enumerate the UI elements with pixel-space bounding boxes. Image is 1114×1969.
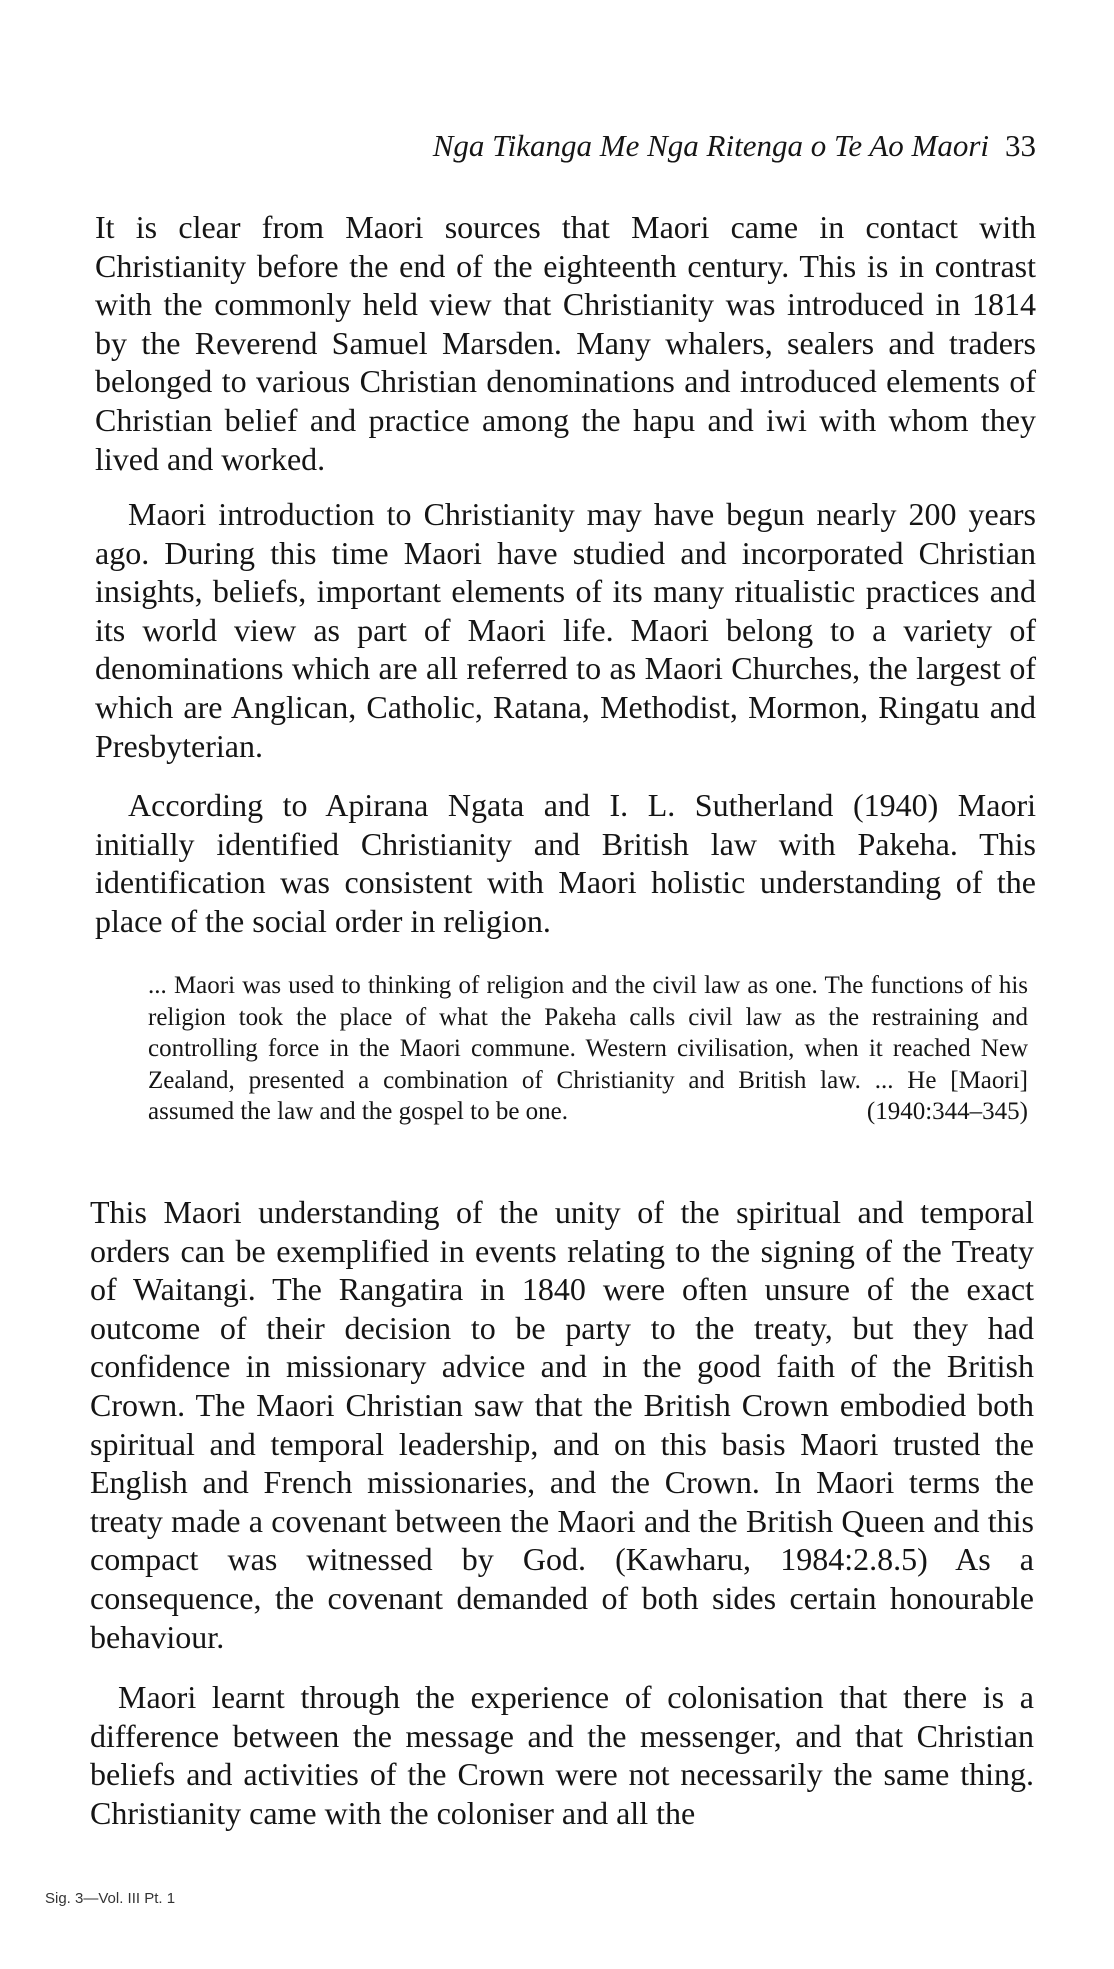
paragraph-4: This Maori understanding of the unity of the spiritual and temporal orders can be exemplified in events relating to the signing of the Treaty of Waitangi. The Rangatira in 1840 were often unsure of the exact outcome of their decision to be party to the treaty, but they had confidence in missionary advice and in the good faith of the British Crown. The Maori Christian saw that the British Crown embodied both spiritual and temporal leadership, and on this basis Maori trusted the English and French missionaries, and the Crown. In Maori terms the treaty made a covenant between the Maori and the British Queen and this compact was witnessed by God. (Kawharu, 1984:2.8.5) As a consequence, the covenant demanded of both sides certain honourable behaviour. (90, 1194, 1034, 1655)
block-quote (148, 970, 1028, 1128)
block-quote-citation: (1940:344–345) (866, 1098, 1028, 1125)
paragraph-5: Maori learnt through the experience of colonisation that there is a difference between the message and the messenger, and that Christian beliefs and activities of the Crown were not necessarily the same thing. Christianity came with the coloniser and all the (90, 1679, 1034, 1831)
block-quote-text: ... Maori was used to thinking of religion and the civil law as one. The functions of his religion took the place of what the Pakeha calls civil law as the restraining and controlling force in the Maori commune. Western civilisation, when it reached New Zealand, presented a combination of Christianity and British law. ... He [Maori] assumed the law and the gospel to be one. (148, 972, 1028, 1125)
running-header (96, 128, 1036, 164)
paragraph-1: It is clear from Maori sources that Maori came in contact with Christianity before the end of the eighteenth century. This is in contrast with the commonly held view that Christianity was introduced in 1814 by the Reverend Samuel Marsden. Many whalers, sealers and traders belonged to various Christian denominations and introduced elements of Christian belief and practice among the hapu and iwi with whom they lived and worked. (95, 209, 1036, 477)
paragraph-2: Maori introduction to Christianity may have begun nearly 200 years ago. During this time Maori have studied and incorporated Christian insights, beliefs, important elements of its many ritualistic practices and its world view as part of Maori life. Maori belong to a variety of denominations which are all referred to as Maori Churches, the largest of which are Anglican, Catholic, Ratana, Methodist, Mormon, Ringatu and Presbyterian. (95, 496, 1036, 764)
page-number: 33 (1005, 128, 1036, 163)
paragraph-3: According to Apirana Ngata and I. L. Sutherland (1940) Maori initially identified Christianity and British law with Pakeha. This identification was consistent with Maori holistic understanding of the place of the social order in religion. (95, 787, 1036, 939)
signature-mark: Sig. 3—Vol. III Pt. 1 (45, 1890, 176, 1907)
running-title: Nga Tikanga Me Nga Ritenga o Te Ao Maori (432, 128, 989, 163)
